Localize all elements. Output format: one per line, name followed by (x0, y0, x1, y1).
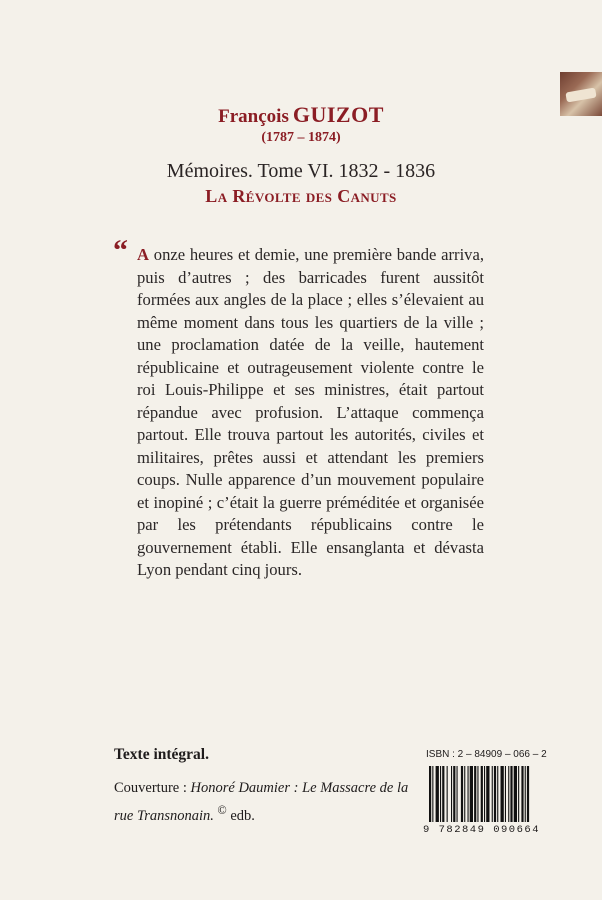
barcode-bar (510, 766, 512, 822)
barcode-bar (508, 766, 509, 822)
barcode-bar (474, 766, 476, 822)
barcode-bar (518, 766, 519, 822)
quote-text: onze heures et demie, une première bande arriva, puis d’autres ; des barricades furent aussitôt formées aux angles de la place ; elles s’élevaient au même moment dans tous les quartiers de la ville ; une proclamation datée de la veille, hautement républicaine et outrageusement violente contre le roi Louis-Philippe et ses ministres, était partout répandue avec profusion. L’attaque commença partout. Elle trouva partout les autorités, civiles et militaires, prêtes aussi et attendant les premiers coups. Nulle apparence d’un mouvement populaire et inopiné ; c’était la guerre préméditée et organisée par les prétendants républicains contre le gouvernement établi. Elle ensanglanta et dévasta Lyon pendant cinq jours. (137, 245, 484, 579)
barcode-bar (477, 766, 478, 822)
open-quote-mark: “ (113, 234, 128, 267)
credit-artwork: Honoré Daumier : Le Massacre de la rue Transnonain. (114, 780, 409, 824)
barcode-bar (468, 766, 469, 822)
isbn-label: ISBN : 2 – 84909 – 066 – 2 (426, 749, 547, 760)
barcode-bar (457, 766, 458, 822)
volume-title: Mémoires. Tome VI. 1832 - 1836 (166, 160, 436, 182)
barcode-bar (486, 766, 489, 822)
back-cover-quote (113, 234, 484, 582)
barcode-bar (492, 766, 493, 822)
book-subtitle: La Révolte des Canuts (205, 186, 397, 206)
barcode-bar (521, 766, 523, 822)
barcode-bar (470, 766, 473, 822)
barcode-bar (442, 766, 444, 822)
barcode-bar (436, 766, 439, 822)
barcode-bar (501, 766, 504, 822)
barcode-bar (451, 766, 452, 822)
barcode-bar (527, 766, 529, 822)
barcode-bar (505, 766, 506, 822)
barcode-bar (461, 766, 463, 822)
barcode-bar (525, 766, 526, 822)
barcode-bar (497, 766, 498, 822)
drop-letter: A (137, 245, 149, 264)
barcode-bar (514, 766, 517, 822)
barcode-bar (453, 766, 455, 822)
barcode-bar (484, 766, 485, 822)
barcode-bar (432, 766, 433, 822)
barcode-bar (481, 766, 483, 822)
barcode-bar (494, 766, 496, 822)
texte-integral-label: Texte intégral. (114, 746, 209, 763)
credit-prefix: Couverture : (114, 780, 191, 796)
barcode-bar (429, 766, 431, 822)
cover-credits (114, 777, 414, 827)
barcode-bar (447, 766, 448, 822)
author-dates: (1787 – 1874) (261, 130, 341, 145)
author-first-name: François (218, 106, 289, 127)
barcode-bar (440, 766, 441, 822)
barcode-bar (464, 766, 465, 822)
copyright-symbol: © (217, 803, 227, 817)
author-name (0, 102, 602, 128)
barcode-bars-icon (427, 766, 573, 822)
publisher-name: edb. (230, 807, 255, 824)
author-last-name: GUIZOT (292, 102, 384, 127)
barcode-image (427, 766, 573, 822)
barcode-number: 9 782849 090664 (423, 824, 541, 836)
